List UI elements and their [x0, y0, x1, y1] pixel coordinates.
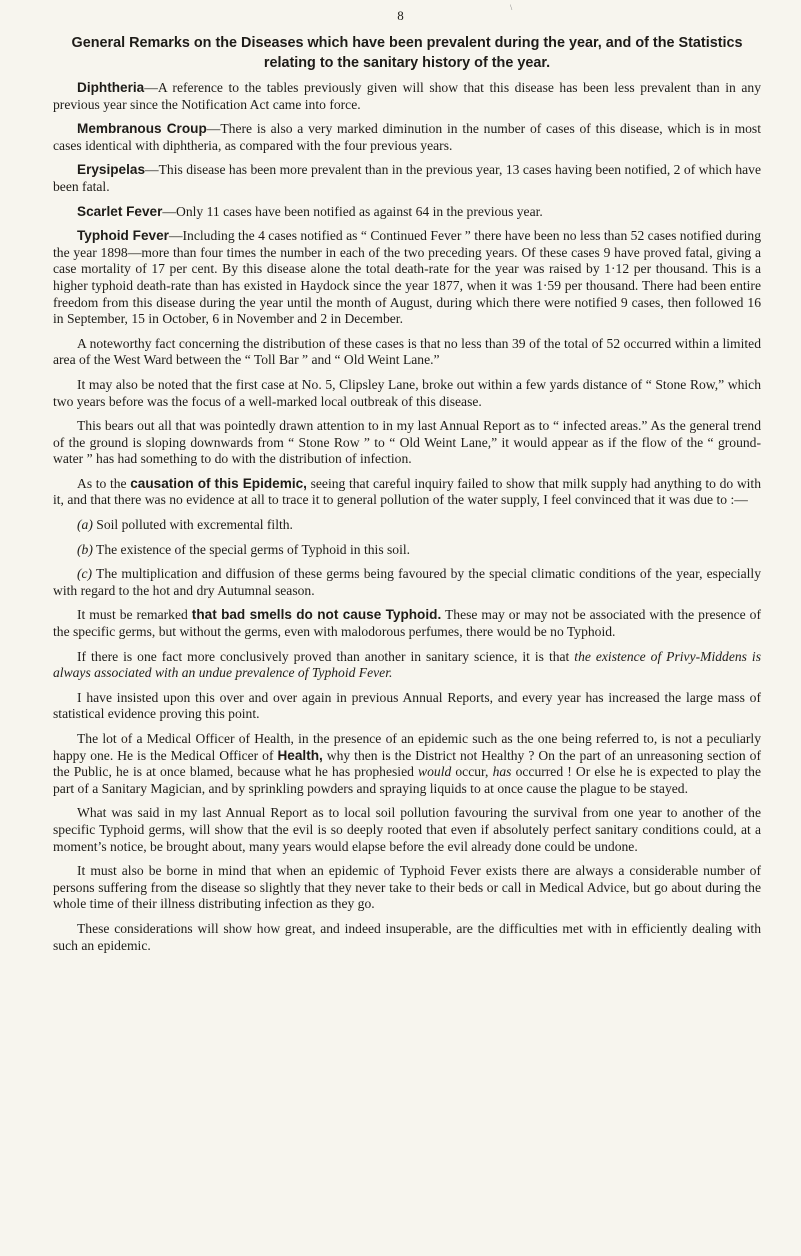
cause-item-b	[53, 542, 761, 559]
health-emphasis: Health,	[277, 747, 323, 763]
paragraph-annual-report: What was said in my last Annual Report as to local soil pollution favouring the survival from one year to another of the specific Typhoid germs, will show that the evil is so deeply rooted that even if absolutely perfect sanitary conditions could, at a moment’s notice, be brought about, many years would elapse before the evil already done could be undone.	[53, 805, 761, 854]
cause-label: (b)	[77, 541, 93, 557]
paragraph-scarlet-fever	[53, 204, 761, 221]
middens-emphasis: the existence of Privy-Middens is always associated with an undue prevalence of Typhoid Fever.	[53, 648, 761, 681]
cause-text: Soil polluted with excremental filth.	[96, 517, 293, 533]
paragraph-privy-middens: If there is one fact more conclusively proved than another in sanitary science, it is that the existence of Privy-Middens is always associated with an undue prevalence of Typhoid Fever.	[53, 648, 761, 681]
disease-title: Scarlet Fever	[77, 203, 163, 219]
paragraph-first-case: It may also be noted that the first case at No. 5, Clipsley Lane, broke out within a few yards distance of “ Stone Row,” which two years before was the focus of a well-marked local outbreak of this disease.	[53, 376, 761, 409]
paragraph-text: —There is also a very marked diminution in the number of cases of this disease, which is in most cases identical with diphtheria, as compared with the four previous years.	[53, 121, 762, 153]
paragraph-text: —A reference to the tables previously given will show that this disease has been less prevalent than in any previous year since the Notification Act came into force.	[53, 80, 761, 112]
page-number: 8	[397, 8, 404, 23]
cause-label: (c)	[77, 566, 93, 582]
cause-text: The multiplication and diffusion of these germs being favoured by the special climatic conditions of the year, especially with regard to the hot and dry Autumnal season.	[53, 566, 762, 598]
paragraph-diphtheria	[53, 80, 761, 113]
cause-item-a	[53, 517, 761, 534]
disease-title: Typhoid Fever	[77, 228, 169, 244]
paragraph-insisted: I have insisted upon this over and over again in previous Annual Reports, and every year has increased the large mass of statistical evidence proving this point.	[53, 689, 761, 722]
paragraph-causation: As to the causation of this Epidemic, seeing that careful inquiry failed to show that milk supply had anything to do with it, and that there was no evidence at all to trace it to general pollution of the water supply, I feel convinced that it was due to :—	[53, 475, 762, 508]
cause-text: The existence of the special germs of Typhoid in this soil.	[96, 541, 411, 557]
paragraph-medical-officer: The lot of a Medical Officer of Health, in the presence of an epidemic such as the one being referred to, is not a peculiarly happy one. He is the Medical Officer of Health, why then is the District not Healthy ? On the part of an unreasoning section of the Public, he is at once blamed, because what he has prophesied would occur, has occurred ! Or else he is expected to play the part of a Sanitary Magician, and by sprinkling powders and spraying liquids to at once cause the plague to be stayed.	[53, 731, 761, 796]
paragraph-typhoid-fever	[53, 228, 761, 328]
paragraph-croup	[53, 121, 761, 154]
paragraph-text: —Only 11 cases have been notified as against 64 in the previous year.	[162, 203, 543, 219]
paragraph-text: —Including the 4 cases notified as “ Continued Fever ” there have been no less than 52 cases notified during the year 1898—more than four times the number in each of the two preceding years. Of these cases 9 have proved fatal, giving a case mortality of 17 per cent. By this disease alone the total death-rate for the year was raised by 1·12 per thousand. This is a higher typhoid death-rate than has existed in Haydock since the year 1877, when it was 1·59 per thousand. There had been entire freedom from this disease during the year until the month of August, during which there were notified 9 cases, then followed 16 in September, 15 in October, 6 in November and 2 in December.	[53, 228, 761, 327]
disease-title: Erysipelas	[77, 162, 146, 178]
page-heading: General Remarks on the Diseases which have been prevalent during the year, and of the Statistics relating to the sanitary history of the year.	[71, 35, 743, 71]
disease-title: Diphtheria	[77, 80, 145, 95]
paragraph-considerations: These considerations will show how great, and indeed insuperable, are the difficulties met with in efficiently dealing with such an epidemic.	[53, 920, 761, 953]
causation-emphasis: causation of this Epidemic,	[130, 475, 307, 491]
page-body	[53, 34, 761, 962]
paragraph-borne-in-mind: It must also be borne in mind that when an epidemic of Typhoid Fever exists there are always a considerable number of persons suffering from the disease so slightly that they never take to their beds or call in Medical Advice, but go about during the whole time of their illness distributing infection as they go.	[53, 863, 761, 912]
paragraph-erysipelas	[53, 162, 761, 195]
cause-label: (a)	[77, 517, 93, 533]
paragraph-distribution: A noteworthy fact concerning the distribution of these cases is that no less than 39 of the total of 52 occurred within a limited area of the West Ward between the “ Toll Bar ” and “ Old Weint Lane.”	[53, 335, 761, 368]
disease-title: Membranous Croup	[77, 121, 207, 137]
corner-mark: \	[510, 3, 513, 12]
paragraph-text: —This disease has been more prevalent than in the previous year, 13 cases having been notified, 2 of which have been fatal.	[53, 162, 761, 194]
paragraph-bad-smells: It must be remarked that bad smells do not cause Typhoid. These may or may not be associated with the presence of the specific germs, but without the germs, even with malodorous perfumes, there would be no Typhoid.	[53, 607, 761, 640]
smells-emphasis: that bad smells do not cause Typhoid.	[191, 607, 442, 623]
cause-item-c	[53, 566, 761, 599]
paragraph-infected-areas: This bears out all that was pointedly drawn attention to in my last Annual Report as to “ infected areas.” As the general trend of the ground is sloping downwards from “ Stone Row ” to “ Old Weint Lane,” it would appear as if the flow of the “ ground-water ” has had something to do with the distribution of infection.	[53, 418, 761, 467]
